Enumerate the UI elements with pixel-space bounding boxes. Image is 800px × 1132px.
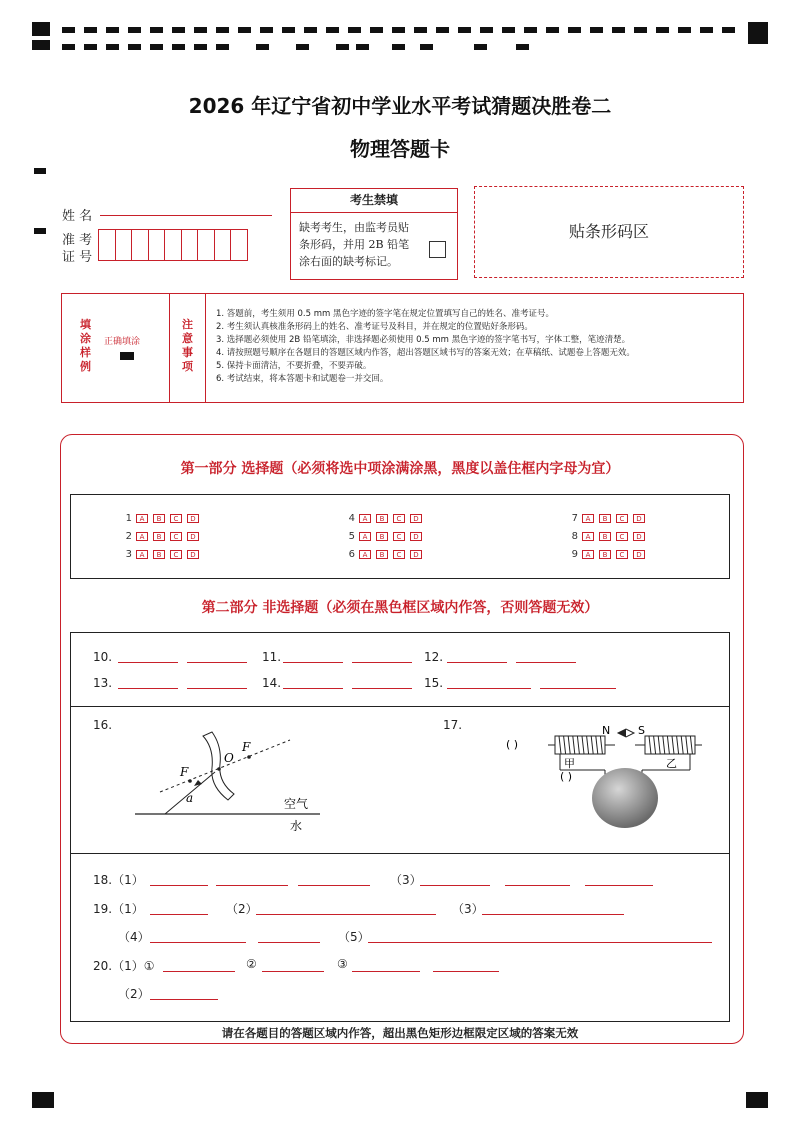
q18-3-blank-3[interactable] [585,885,653,886]
q11-label: 11. [262,650,282,664]
divider [71,706,729,707]
q10-label: 10. [93,650,113,664]
timing-dash [326,27,339,33]
timing-dash [634,27,647,33]
choice-option-c[interactable]: C [393,532,405,541]
choice-option-b[interactable]: B [599,550,611,559]
timing-dash [700,27,713,33]
q17-label: 17. [443,718,463,732]
choice-option-c[interactable]: C [393,514,405,523]
timing-dash [150,44,163,50]
choice-option-b[interactable]: B [153,514,165,523]
exam-id-digit-box[interactable] [214,229,232,261]
q20-b-label: （2） [118,987,150,1001]
q13-blank-2[interactable] [187,688,247,689]
focus-right-label: F [242,740,251,754]
choice-option-d[interactable]: D [633,550,645,559]
choice-question-number: 3 [125,549,132,560]
q11-blank-2[interactable] [352,662,412,663]
timing-dash [722,27,735,33]
timing-dash [502,27,515,33]
filled-sample-mark [120,352,134,360]
water-label: 水 [290,819,303,833]
coil-jia-label: 甲 [564,757,575,770]
q13-label: 13. [93,676,113,690]
timing-dash [128,27,141,33]
timing-dash [194,27,207,33]
timing-dash [216,27,229,33]
exam-id-digit-box[interactable] [131,229,149,261]
side-mark [34,168,46,174]
correct-fill-label: 正确填涂 [104,337,141,347]
timing-dash [296,44,309,50]
choice-question [120,513,204,524]
q19-4-label: （4） [118,930,150,944]
choice-option-b[interactable]: B [376,532,388,541]
choice-question [120,531,204,542]
choice-option-d[interactable]: D [633,514,645,523]
choice-question-number: 6 [348,549,355,560]
choice-option-a[interactable]: A [136,532,148,541]
q19-label: 19.（1） [93,902,144,916]
q18-3-blank-1[interactable] [420,885,490,886]
coil-yi-label: 乙 [666,757,677,770]
timing-dash [436,27,449,33]
choice-option-b[interactable]: B [153,550,165,559]
timing-dash [546,27,559,33]
name-label: 姓 名 [62,209,93,224]
timing-dash [282,27,295,33]
timing-dash [516,44,529,50]
pole-n-label: N [602,724,611,737]
choice-option-c[interactable]: C [170,514,182,523]
page-title: 2026 年辽宁省初中学业水平考试猜题决胜卷二 [188,94,612,118]
part2-title: 第二部分 非选择题（必须在黑色框区域内作答，否则答题无效） [201,600,599,616]
choice-option-a[interactable]: A [359,532,371,541]
q18-3-blank-2[interactable] [505,885,570,886]
choice-question [566,531,650,542]
choice-question [566,513,650,524]
barcode-area: 贴条形码区 [474,186,744,278]
q12-blank-2[interactable] [516,662,576,663]
choice-option-b[interactable]: B [376,550,388,559]
q19-5-label: （5） [338,930,370,944]
q15-blank-1[interactable] [447,688,531,689]
timing-dash [172,44,185,50]
forbidden-line: 条形码，并用 2B 铅笔 [299,238,410,251]
q13-blank-1[interactable] [118,688,178,689]
choice-question [343,531,427,542]
notice-box [61,293,744,403]
q18-blank-3[interactable] [298,885,370,886]
timing-dash [260,27,273,33]
exam-id-digit-box[interactable] [197,229,215,261]
q17-electromagnet-diagram[interactable] [500,720,720,830]
choice-option-c[interactable]: C [170,550,182,559]
part1-title: 第一部分 选择题（必须将选中项涂满涂黑，黑度以盖住框内字母为宜） [180,461,620,477]
timing-dash [458,27,471,33]
exam-id-boxes[interactable] [98,229,247,261]
choice-option-d[interactable]: D [633,532,645,541]
timing-dash [84,27,97,33]
q19-5-blank[interactable] [368,942,712,943]
q10-blank-2[interactable] [187,662,247,663]
q20-2-label: ② [246,957,257,971]
timing-dash [480,27,493,33]
absent-mark-box[interactable] [429,241,446,258]
ray-label: a [186,791,194,805]
timing-dash [238,27,251,33]
notice-item: 3. 选择题必须使用 2B 铅笔填涂，非选择题必须使用 0.5 mm 黑色字迹的签字笔书写，字体工整，笔迹清楚。 [216,335,631,345]
id-label-top: 准 考 [62,233,93,248]
notice-item: 5. 保持卡面清洁，不要折叠，不要弄破。 [216,361,372,371]
notice-label-panel [170,294,206,402]
bottom-mark-right [746,1092,768,1108]
choice-question-number: 8 [571,531,578,542]
timing-dash [474,44,487,50]
timing-dash [128,44,141,50]
timing-dash [568,27,581,33]
notice-item: 1. 答题前，考生须用 0.5 mm 黑色字迹的签字笔在规定位置填写自己的姓名、准考证号。 [216,309,554,319]
timing-dash [256,44,269,50]
choice-option-a[interactable]: A [359,514,371,523]
q12-blank-1[interactable] [447,662,507,663]
q20-3-label: ③ [337,957,348,971]
choice-question-number: 9 [571,549,578,560]
q19-4-blank-1[interactable] [150,942,246,943]
exam-id-digit-box[interactable] [98,229,116,261]
choice-option-c[interactable]: C [393,550,405,559]
timing-dash [336,44,349,50]
choice-option-b[interactable]: B [153,532,165,541]
choice-question-number: 1 [125,513,132,524]
choice-option-a[interactable]: A [582,514,594,523]
q18-label: 18.（1） [93,873,144,887]
id-label-bottom: 证 号 [62,250,93,265]
q14-blank-2[interactable] [352,688,412,689]
q14-blank-1[interactable] [283,688,343,689]
choice-option-b[interactable]: B [599,532,611,541]
choice-question-number: 4 [348,513,355,524]
exam-id-digit-box[interactable] [230,229,248,261]
choice-option-c[interactable]: C [616,514,628,523]
choice-option-d[interactable]: D [410,514,422,523]
timing-dash [106,27,119,33]
notice-item: 4. 请按照题号顺序在各题目的答题区域内作答，超出答题区域书写的答案无效；在草稿纸、试题卷上答题无效。 [216,348,635,358]
q20-label: 20.（1）① [93,959,155,973]
choice-question-number: 7 [571,513,578,524]
pole-s-label: S [638,724,645,737]
q11-blank-1[interactable] [283,662,343,663]
timing-dash [304,27,317,33]
air-label: 空气 [284,797,309,811]
choice-option-d[interactable]: D [187,550,199,559]
timing-dash [678,27,691,33]
exam-id-digit-box[interactable] [181,229,199,261]
notice-list [216,308,736,386]
q20-blank-3[interactable] [352,971,420,972]
lens-center-label: O [224,751,234,765]
timing-dash [84,44,97,50]
choice-option-d[interactable]: D [187,532,199,541]
timing-dash [348,27,361,33]
choice-option-a[interactable]: A [359,550,371,559]
choice-question-number: 2 [125,531,132,542]
forbidden-box [290,188,458,280]
q17-paren-bottom: ( ) [560,770,573,783]
timing-dash [524,27,537,33]
q20-blank-2[interactable] [262,971,324,972]
side-mark [34,228,46,234]
q10-blank-1[interactable] [118,662,178,663]
choice-question [343,549,427,560]
timing-dash [356,44,369,50]
page-subtitle: 物理答题卡 [350,137,450,161]
timing-dash [216,44,229,50]
q16-label: 16. [93,718,113,732]
timing-dash [392,27,405,33]
choice-option-b[interactable]: B [376,514,388,523]
timing-dash [370,27,383,33]
q19-2-blank[interactable] [256,914,436,915]
q17-paren-left: ( ) [506,738,519,751]
exam-id-digit-box[interactable] [115,229,133,261]
q15-blank-2[interactable] [540,688,616,689]
q16-lens-diagram[interactable] [130,728,330,838]
choice-option-c[interactable]: C [616,532,628,541]
name-field[interactable] [100,215,272,216]
q19-3-blank[interactable] [482,914,624,915]
choice-option-d[interactable]: D [410,550,422,559]
choice-option-a[interactable]: A [136,550,148,559]
choice-option-c[interactable]: C [170,532,182,541]
timing-dash [612,27,625,33]
q20-blank-4[interactable] [433,971,499,972]
bottom-mark-left [32,1092,54,1108]
timing-dash [62,27,75,33]
timing-dash [62,44,75,50]
q19-blank-1[interactable] [150,914,208,915]
timing-dash [194,44,207,50]
choice-option-a[interactable]: A [582,550,594,559]
choice-option-b[interactable]: B [599,514,611,523]
q20-b-blank[interactable] [150,999,218,1000]
exam-id-digit-box[interactable] [164,229,182,261]
timing-dash [590,27,603,33]
q14-label: 14. [262,676,282,690]
q18-blank-1[interactable] [150,885,208,886]
forbidden-title: 考生禁填 [291,189,457,213]
choice-question-number: 5 [348,531,355,542]
notice-item: 2. 考生须认真核准条形码上的姓名、准考证号及科目，并在规定的位置贴好条形码。 [216,322,533,332]
timing-dash [106,44,119,50]
timing-dash [414,27,427,33]
choice-option-a[interactable]: A [582,532,594,541]
timing-dash [656,27,669,33]
q19-2-label: （2） [226,902,258,916]
footer-note: 请在各题目的答题区域内作答，超出黑色矩形边框限定区域的答案无效 [221,1026,579,1040]
fill-example-label: 填 涂 样 例 [80,318,91,373]
notice-label: 注 意 事 项 [182,318,193,373]
fill-example-panel [62,294,170,402]
choice-question [566,549,650,560]
q18-3-label: （3） [390,873,422,887]
forbidden-line: 缺考考生，由监考员贴 [299,221,409,234]
notice-item: 6. 考试结束，将本答题卡和试题卷一并交回。 [216,374,389,384]
q15-label: 15. [424,676,444,690]
focus-left-label: F [180,765,189,779]
timing-dash [172,27,185,33]
timing-dash [392,44,405,50]
forbidden-line: 涂右面的缺考标记。 [299,255,398,268]
q12-label: 12. [424,650,444,664]
choice-question [343,513,427,524]
choice-option-c[interactable]: C [616,550,628,559]
q19-4-blank-2[interactable] [258,942,320,943]
timing-dash [150,27,163,33]
choice-option-d[interactable]: D [410,532,422,541]
timing-dash [420,44,433,50]
q19-3-label: （3） [452,902,484,916]
exam-id-digit-box[interactable] [148,229,166,261]
choice-option-a[interactable]: A [136,514,148,523]
divider [71,853,729,854]
q20-blank-1[interactable] [163,971,235,972]
q18-blank-2[interactable] [216,885,288,886]
choice-option-d[interactable]: D [187,514,199,523]
choice-question [120,549,204,560]
